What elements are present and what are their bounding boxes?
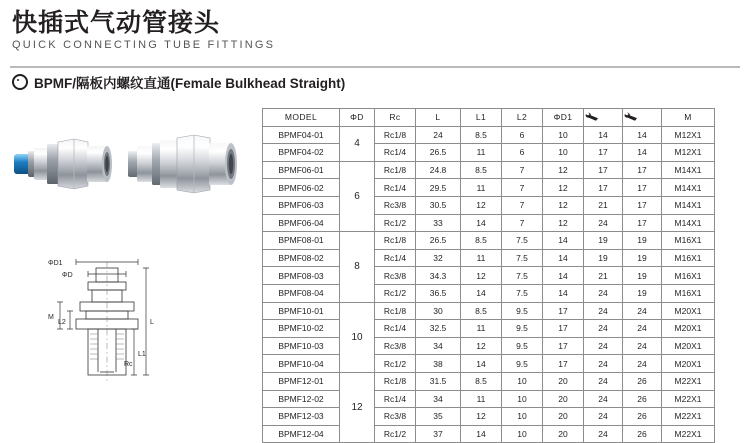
cell-t2: 19	[623, 232, 662, 250]
cell-d1: 12	[543, 196, 584, 214]
cell-m: M22X1	[662, 425, 715, 443]
cell-l: 34	[416, 337, 461, 355]
drawing-svg	[14, 250, 254, 410]
cell-m: M14X1	[662, 196, 715, 214]
cell-t2: 26	[623, 425, 662, 443]
cell-t1: 24	[584, 337, 623, 355]
table-row	[263, 355, 715, 373]
cell-model: BPMF04-01	[263, 126, 340, 144]
cell-m: M22X1	[662, 372, 715, 390]
cell-t1: 17	[584, 144, 623, 162]
cell-l: 30	[416, 302, 461, 320]
cell-l: 34.3	[416, 267, 461, 285]
cell-model: BPMF10-02	[263, 320, 340, 338]
col-m: M	[662, 109, 715, 127]
cell-l1: 11	[461, 249, 502, 267]
page-title-cn: 快插式气动管接头	[12, 9, 221, 37]
cell-d1: 14	[543, 284, 584, 302]
cell-m: M14X1	[662, 179, 715, 197]
cell-t1: 24	[584, 302, 623, 320]
cell-m: M16X1	[662, 232, 715, 250]
cell-model: BPMF06-03	[263, 196, 340, 214]
cell-l1: 14	[461, 355, 502, 373]
cell-d1: 20	[543, 425, 584, 443]
cell-m: M14X1	[662, 161, 715, 179]
cell-rc: Rc3/8	[375, 408, 416, 426]
dim-label-m: M	[48, 314, 54, 321]
cell-l2: 9.5	[502, 355, 543, 373]
cell-model: BPMF12-01	[263, 372, 340, 390]
cell-l: 38	[416, 355, 461, 373]
cell-d1: 12	[543, 161, 584, 179]
cell-d1: 17	[543, 320, 584, 338]
col-model: MODEL	[263, 109, 340, 127]
cell-l1: 8.5	[461, 302, 502, 320]
cell-l2: 7.5	[502, 284, 543, 302]
cell-l1: 8.5	[461, 126, 502, 144]
cell-l2: 9.5	[502, 337, 543, 355]
table-row	[263, 320, 715, 338]
cell-l1: 8.5	[461, 161, 502, 179]
table-row	[263, 284, 715, 302]
cell-l: 31.5	[416, 372, 461, 390]
cell-rc: Rc1/8	[375, 161, 416, 179]
cell-l: 36.5	[416, 284, 461, 302]
cell-t2: 24	[623, 355, 662, 373]
cell-m: M20X1	[662, 320, 715, 338]
cell-model: BPMF10-01	[263, 302, 340, 320]
cell-t1: 24	[584, 408, 623, 426]
table-row	[263, 249, 715, 267]
dim-label-d: ΦD	[62, 272, 73, 279]
cell-model: BPMF08-02	[263, 249, 340, 267]
cell-m: M22X1	[662, 390, 715, 408]
table-row	[263, 179, 715, 197]
cell-l2: 10	[502, 425, 543, 443]
cell-m: M12X1	[662, 126, 715, 144]
page-header	[12, 8, 275, 51]
cell-l2: 7.5	[502, 267, 543, 285]
cell-rc: Rc1/2	[375, 214, 416, 232]
cell-m: M22X1	[662, 408, 715, 426]
cell-d1: 10	[543, 126, 584, 144]
cell-l1: 12	[461, 267, 502, 285]
table-row	[263, 425, 715, 443]
cell-t2: 14	[623, 126, 662, 144]
cell-m: M16X1	[662, 284, 715, 302]
cell-t1: 19	[584, 232, 623, 250]
header-divider	[10, 66, 740, 68]
cell-t1: 24	[584, 320, 623, 338]
col-d1: ΦD1	[543, 109, 584, 127]
spec-table	[262, 108, 715, 443]
cell-rc: Rc3/8	[375, 196, 416, 214]
cell-t2: 24	[623, 337, 662, 355]
cell-d1: 14	[543, 267, 584, 285]
spanner-icon-svg	[623, 112, 639, 122]
cell-l2: 10	[502, 390, 543, 408]
cell-l1: 8.5	[461, 372, 502, 390]
cell-l: 24.8	[416, 161, 461, 179]
cell-l2: 6	[502, 126, 543, 144]
table-row	[263, 214, 715, 232]
spanner-icon	[623, 109, 662, 127]
table-row	[263, 390, 715, 408]
cell-rc: Rc1/4	[375, 320, 416, 338]
cell-l1: 11	[461, 144, 502, 162]
cell-l1: 12	[461, 408, 502, 426]
cell-rc: Rc1/4	[375, 179, 416, 197]
cell-t1: 17	[584, 161, 623, 179]
spanner-icon	[584, 109, 623, 127]
dim-label-rc: Rc	[124, 361, 133, 368]
table-header-row	[263, 109, 715, 127]
cell-rc: Rc1/2	[375, 425, 416, 443]
cell-d1: 20	[543, 372, 584, 390]
table-row	[263, 337, 715, 355]
cell-t1: 24	[584, 390, 623, 408]
cell-d1: 14	[543, 232, 584, 250]
cell-m: M20X1	[662, 337, 715, 355]
cell-model: BPMF10-03	[263, 337, 340, 355]
cell-t1: 24	[584, 372, 623, 390]
table-row	[263, 126, 715, 144]
cell-d-group: 8	[340, 232, 375, 302]
cell-l2: 7	[502, 196, 543, 214]
cell-model: BPMF08-01	[263, 232, 340, 250]
section-heading	[12, 72, 345, 92]
circle-dot-icon	[12, 74, 28, 90]
cell-m: M16X1	[662, 249, 715, 267]
cell-rc: Rc3/8	[375, 337, 416, 355]
cell-d1: 17	[543, 337, 584, 355]
cell-d1: 20	[543, 408, 584, 426]
cell-l1: 12	[461, 196, 502, 214]
cell-t2: 14	[623, 144, 662, 162]
cell-d-group: 12	[340, 372, 375, 442]
cell-t1: 24	[584, 284, 623, 302]
table-row	[263, 144, 715, 162]
cell-t1: 24	[584, 425, 623, 443]
cell-l2: 7.5	[502, 249, 543, 267]
cell-d1: 20	[543, 390, 584, 408]
table-row	[263, 372, 715, 390]
cell-l2: 9.5	[502, 320, 543, 338]
cell-t1: 24	[584, 355, 623, 373]
cell-l2: 7.5	[502, 232, 543, 250]
cell-t1: 19	[584, 249, 623, 267]
cell-d1: 17	[543, 302, 584, 320]
cell-rc: Rc1/4	[375, 144, 416, 162]
dim-label-l2: L2	[58, 319, 66, 326]
section-heading-label: BPMF/隔板内螺纹直通(Female Bulkhead Straight)	[34, 76, 346, 91]
spanner-icon-svg	[584, 112, 600, 122]
cell-rc: Rc1/2	[375, 284, 416, 302]
cell-m: M16X1	[662, 267, 715, 285]
cell-l1: 14	[461, 284, 502, 302]
cell-l: 32	[416, 249, 461, 267]
cell-model: BPMF06-01	[263, 161, 340, 179]
cell-d1: 17	[543, 355, 584, 373]
cell-l2: 6	[502, 144, 543, 162]
cell-d1: 14	[543, 249, 584, 267]
cell-t2: 17	[623, 161, 662, 179]
cell-l: 24	[416, 126, 461, 144]
cell-model: BPMF12-02	[263, 390, 340, 408]
cell-d-group: 6	[340, 161, 375, 231]
cell-l: 32.5	[416, 320, 461, 338]
col-rc: Rc	[375, 109, 416, 127]
cell-l2: 10	[502, 372, 543, 390]
cell-l: 30.5	[416, 196, 461, 214]
cell-d1: 10	[543, 144, 584, 162]
cell-t2: 17	[623, 214, 662, 232]
cell-l1: 11	[461, 179, 502, 197]
dim-label-l1: L1	[138, 351, 146, 358]
cell-t2: 17	[623, 196, 662, 214]
cell-m: M20X1	[662, 302, 715, 320]
cell-l1: 11	[461, 320, 502, 338]
technical-drawing	[14, 250, 254, 410]
cell-t1: 21	[584, 267, 623, 285]
dim-label-l: L	[150, 319, 154, 326]
table-row	[263, 267, 715, 285]
cell-t1: 17	[584, 179, 623, 197]
cell-l2: 7	[502, 179, 543, 197]
cell-l: 33	[416, 214, 461, 232]
cell-m: M20X1	[662, 355, 715, 373]
dim-label-d1: ΦD1	[48, 260, 63, 267]
cell-d-group: 10	[340, 302, 375, 372]
cell-l1: 8.5	[461, 232, 502, 250]
table-row	[263, 408, 715, 426]
col-l: L	[416, 109, 461, 127]
cell-model: BPMF12-03	[263, 408, 340, 426]
cell-rc: Rc1/8	[375, 372, 416, 390]
cell-t2: 19	[623, 249, 662, 267]
cell-rc: Rc1/8	[375, 232, 416, 250]
table-body	[263, 126, 715, 443]
cell-l: 34	[416, 390, 461, 408]
cell-l2: 7	[502, 161, 543, 179]
col-l2: L2	[502, 109, 543, 127]
cell-l1: 11	[461, 390, 502, 408]
cell-t2: 19	[623, 267, 662, 285]
cell-model: BPMF04-02	[263, 144, 340, 162]
cell-rc: Rc3/8	[375, 267, 416, 285]
cell-l2: 10	[502, 408, 543, 426]
cell-l1: 14	[461, 425, 502, 443]
cell-rc: Rc1/2	[375, 355, 416, 373]
cell-d-group: 4	[340, 126, 375, 161]
product-photos	[6, 110, 256, 230]
cell-t2: 26	[623, 408, 662, 426]
cell-t2: 24	[623, 302, 662, 320]
cell-l: 26.5	[416, 144, 461, 162]
cell-l1: 14	[461, 214, 502, 232]
cell-l2: 7	[502, 214, 543, 232]
table-row	[263, 232, 715, 250]
cell-t2: 26	[623, 390, 662, 408]
cell-rc: Rc1/4	[375, 249, 416, 267]
cell-t2: 24	[623, 320, 662, 338]
cell-t2: 17	[623, 179, 662, 197]
table-row	[263, 161, 715, 179]
cell-m: M12X1	[662, 144, 715, 162]
cell-l2: 9.5	[502, 302, 543, 320]
cell-model: BPMF06-02	[263, 179, 340, 197]
product-photo-1	[12, 118, 122, 214]
cell-rc: Rc1/8	[375, 126, 416, 144]
table-row	[263, 302, 715, 320]
cell-t1: 21	[584, 196, 623, 214]
cell-t2: 19	[623, 284, 662, 302]
col-l1: L1	[461, 109, 502, 127]
cell-t1: 24	[584, 214, 623, 232]
cell-l: 35	[416, 408, 461, 426]
cell-model: BPMF08-03	[263, 267, 340, 285]
cell-model: BPMF12-04	[263, 425, 340, 443]
cell-model: BPMF10-04	[263, 355, 340, 373]
cell-d1: 12	[543, 179, 584, 197]
product-photo-2	[126, 118, 244, 214]
cell-t1: 14	[584, 126, 623, 144]
cell-rc: Rc1/4	[375, 390, 416, 408]
cell-l1: 12	[461, 337, 502, 355]
cell-l: 26.5	[416, 232, 461, 250]
cell-l: 37	[416, 425, 461, 443]
page-title-en: QUICK CONNECTING TUBE FITTINGS	[12, 39, 276, 51]
table-row	[263, 196, 715, 214]
cell-l: 29.5	[416, 179, 461, 197]
col-d: ΦD	[340, 109, 375, 127]
cell-rc: Rc1/8	[375, 302, 416, 320]
cell-m: M14X1	[662, 214, 715, 232]
cell-t2: 26	[623, 372, 662, 390]
cell-d1: 12	[543, 214, 584, 232]
cell-model: BPMF06-04	[263, 214, 340, 232]
cell-model: BPMF08-04	[263, 284, 340, 302]
